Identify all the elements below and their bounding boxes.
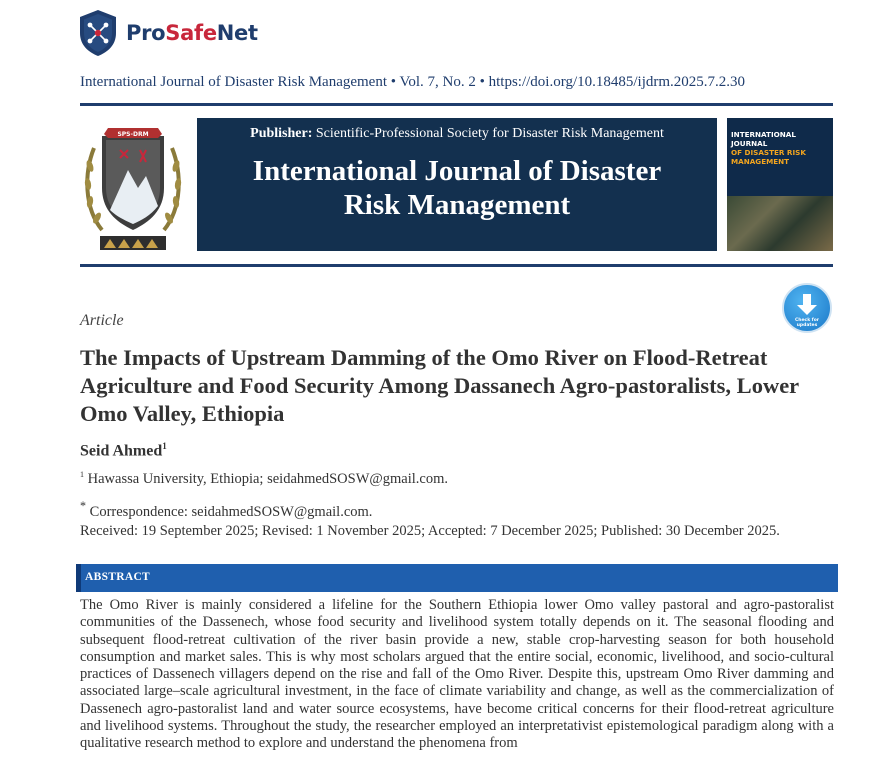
prosafenet-logo[interactable] — [78, 8, 258, 58]
brand-name — [126, 21, 258, 45]
cover-photo — [727, 196, 833, 251]
author-name — [80, 441, 167, 460]
abstract-text: The Omo River is mainly considered a lifeline for the Southern Ethiopia lower Omo valley pastoral and agro-pastoralist communities of the Dassenech, whose food security and livelihood system totally depends on it. The seasonal flooding and subsequent flood-retreat cultivation of the river basin provide a new, stable crop-harvesting season for both household consumption and market sales. This is why most scholars argued that the entire social, economic, livelihood, and socio-cultural practices of Dassenech villagers depend on the rise and fall of the Omo River. Despite this, upstream Omo River damming and associated large–scale agricultural investment, in the face of climate variability and change, as well as the commercialization of Dassenech agro-pastoralist land and water source ecosystems, have become critical concerns for their flood-retreat agriculture and livelihood systems. Throughout the study, the researcher employed an interpretativist epistemological paradigm along with a qualitative research method to explore and understand the phenomena from — [80, 597, 834, 752]
affiliation-text: Hawassa University, Ethiopia; seidahmedSOSW@gmail.com. — [87, 470, 448, 487]
publisher-line — [197, 126, 717, 142]
correspondence-text: Correspondence: seidahmedSOSW@gmail.com. — [89, 503, 373, 520]
journal-title — [197, 154, 717, 222]
header-rule-top — [80, 103, 833, 106]
author-sup: 1 — [162, 441, 167, 451]
cover-title-line3: MANAGEMENT — [731, 157, 790, 166]
correspondence-sup: * — [80, 499, 87, 513]
abstract-heading: ABSTRACT — [85, 571, 151, 583]
correspondence — [80, 499, 372, 521]
journal-title-line2: Risk Management — [343, 189, 571, 221]
check-for-updates-button[interactable] — [782, 283, 832, 333]
article-title: The Impacts of Upstream Damming of the Omo River on Flood-Retreat Agriculture and Food Security Among Dassanech Agro-pastoralists, Lower Omo Valley, Ethiopia — [80, 345, 799, 426]
network-shield-icon — [78, 9, 118, 57]
journal-banner — [197, 118, 717, 251]
article-type: Article — [80, 312, 124, 329]
brand-pro: Pro — [126, 21, 166, 45]
publisher-name: Scientific-Professional Society for Disaster Risk Management — [315, 126, 664, 141]
publisher-label: Publisher: — [250, 126, 313, 141]
journal-cover-image[interactable] — [727, 118, 833, 251]
society-emblem — [80, 118, 186, 254]
brand-safe: Safe — [165, 21, 217, 45]
abstract-heading-bar — [76, 564, 838, 592]
journal-citation-line[interactable]: International Journal of Disaster Risk Management • Vol. 7, No. 2 • https://doi.org/10.18485/ijdrm.2025.7.2.30 — [80, 74, 746, 90]
emblem-label: SPS-DRM — [117, 131, 149, 138]
check-updates-label: Check for updates — [794, 318, 820, 328]
header-rule-bottom — [80, 264, 833, 267]
cover-title-line2: OF DISASTER RISK — [731, 148, 806, 157]
cover-title — [731, 130, 831, 166]
publication-dates: Received: 19 September 2025; Revised: 1 November 2025; Accepted: 7 December 2025; Published: 30 December 2025. — [80, 523, 780, 539]
affiliation — [80, 470, 448, 488]
author-name-text: Seid Ahmed — [80, 442, 163, 460]
brand-net: Net — [216, 21, 258, 45]
affiliation-sup: 1 — [80, 470, 84, 479]
journal-title-line1: International Journal of Disaster — [252, 155, 662, 187]
cover-title-line1: INTERNATIONAL JOURNAL — [731, 130, 796, 148]
